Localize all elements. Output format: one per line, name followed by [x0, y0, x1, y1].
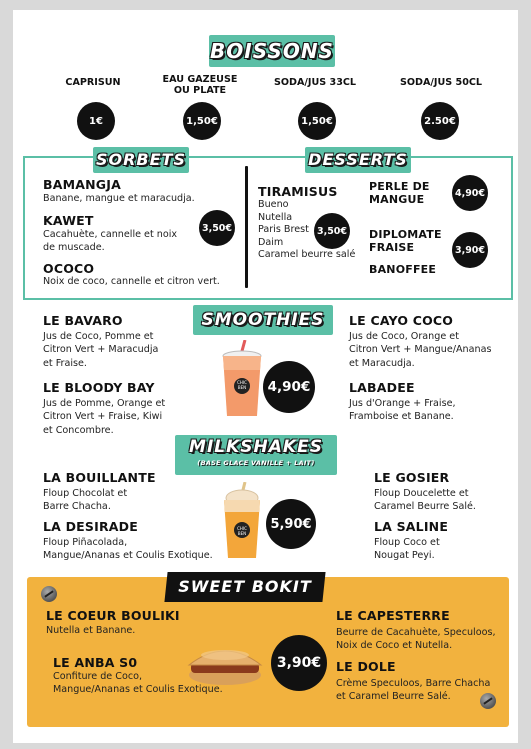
smoothie-desc-bavaro: Jus de Coco, Pomme et Citron Vert + Maracudja et Fraise.: [43, 331, 159, 369]
screw-icon: [41, 586, 57, 602]
milkshake-cup-image: [219, 482, 265, 560]
milkshakes-subtitle: (BASE GLACE VANILLE + LAIT): [197, 459, 315, 467]
dessert-name-tiramisu: TIRAMISUS: [258, 184, 338, 199]
menu-page: [13, 10, 518, 743]
desserts-banner: DESSERTS: [305, 147, 411, 173]
sorbet-desc-ococo: Noix de coco, cannelle et citron vert.: [43, 276, 220, 287]
sweet-bokit-title: SWEET BOKIT: [178, 577, 312, 596]
sorbet-name-ococo: OCOCO: [43, 261, 95, 276]
milkshake-name-bouillante: LA BOUILLANTE: [43, 470, 156, 485]
sorbets-desserts-divider: [245, 166, 248, 288]
sorbet-name-kawet: KAWET: [43, 213, 94, 228]
smoothies-banner: SMOOTHIES: [193, 305, 333, 335]
price-badge-smoothies: 4,90€: [263, 361, 315, 413]
drink-name-caprisun: CAPRISUN: [65, 77, 121, 88]
bokit-desc-dole: Crème Speculoos, Barre Chacha et Caramel Beurre Salé.: [336, 678, 491, 703]
milkshake-desc-desirade: Floup Piñacolada, Mangue/Ananas et Coulis Exotique.: [43, 537, 213, 562]
bokit-desc-anba-so: Confiture de Coco, Mangue/Ananas et Coulis Exotique.: [53, 671, 223, 696]
bokit-name-capesterre: LE CAPESTERRE: [336, 608, 450, 623]
price-badge-diplomate: 3,90€: [452, 232, 488, 268]
price-badge-caprisun: 1€: [77, 102, 115, 140]
price-badge-sweet-bokit: 3,90€: [271, 635, 327, 691]
price-badge-perle: 4,90€: [452, 175, 488, 211]
sorbet-desc-kawet: Cacahuète, cannelle et noix de muscade.: [43, 229, 178, 254]
sorbet-name-bamangja: BAMANGJA: [43, 177, 121, 192]
drink-name-soda33: SODA/JUS 33CL: [273, 77, 357, 88]
sorbets-banner: SORBETS: [93, 147, 189, 173]
price-badge-soda33: 1,50€: [298, 102, 336, 140]
smoothie-cup-logo: CHIC BEN: [237, 380, 247, 390]
milkshake-cup-logo: CHIC BEN: [237, 526, 247, 536]
smoothie-desc-cayo-coco: Jus de Coco, Orange et Citron Vert + Mangue/Ananas et Maracudja.: [349, 331, 492, 369]
milkshake-name-desirade: LA DESIRADE: [43, 519, 138, 534]
sorbet-desc-bamangja: Banane, mangue et maracudja.: [43, 193, 195, 204]
bokit-desc-coeur-bouliki: Nutella et Banane.: [46, 625, 136, 636]
price-badge-tiramisu: 3,50€: [314, 213, 350, 249]
milkshake-desc-gosier: Floup Doucelette et Caramel Beurre Salé.: [374, 488, 476, 513]
smoothie-desc-labadee: Jus d'Orange + Fraise, Framboise et Banane.: [349, 398, 456, 423]
price-badge-soda50: 2.50€: [421, 102, 459, 140]
milkshakes-banner: [175, 435, 337, 475]
milkshake-name-gosier: LE GOSIER: [374, 470, 450, 485]
bokit-name-dole: LE DOLE: [336, 659, 396, 674]
dessert-flavors-tiramisu: Bueno Nutella Paris Brest Daim Caramel beurre salé: [258, 199, 356, 261]
dessert-name-perle: PERLE DE MANGUE: [369, 180, 430, 206]
price-badge-milkshakes: 5,90€: [266, 499, 316, 549]
drink-name-soda50: SODA/JUS 50CL: [399, 77, 483, 88]
bokit-desc-capesterre: Beurre de Cacahuète, Speculoos, Noix de Coco et Nutella.: [336, 627, 496, 652]
dessert-name-banoffee: BANOFFEE: [369, 263, 437, 276]
milkshake-desc-saline: Floup Coco et Nougat Peyi.: [374, 537, 440, 562]
bokit-name-anba-so: LE ANBA S0: [53, 655, 138, 670]
milkshakes-title: MILKSHAKES: [189, 437, 323, 457]
bokit-name-coeur-bouliki: LE COEUR BOULIKI: [46, 608, 180, 623]
bokit-sandwich-image: [185, 643, 265, 689]
boissons-banner: BOISSONS: [209, 35, 335, 67]
drink-name-eau: EAU GAZEUSE OU PLATE: [162, 74, 238, 96]
smoothie-desc-bloody-bay: Jus de Pomme, Orange et Citron Vert + Fraise, Kiwi et Concombre.: [43, 398, 166, 436]
price-badge-eau: 1,50€: [183, 102, 221, 140]
smoothie-name-cayo-coco: LE CAYO COCO: [349, 313, 454, 328]
price-badge-sorbets: 3,50€: [199, 210, 235, 246]
smoothie-name-bloody-bay: LE BLOODY BAY: [43, 380, 155, 395]
smoothie-name-bavaro: LE BAVARO: [43, 313, 123, 328]
smoothie-name-labadee: LABADEE: [349, 380, 415, 395]
milkshake-name-saline: LA SALINE: [374, 519, 449, 534]
dessert-name-diplomate: DIPLOMATE FRAISE: [369, 228, 442, 254]
milkshake-desc-bouillante: Floup Chocolat et Barre Chacha.: [43, 488, 128, 513]
